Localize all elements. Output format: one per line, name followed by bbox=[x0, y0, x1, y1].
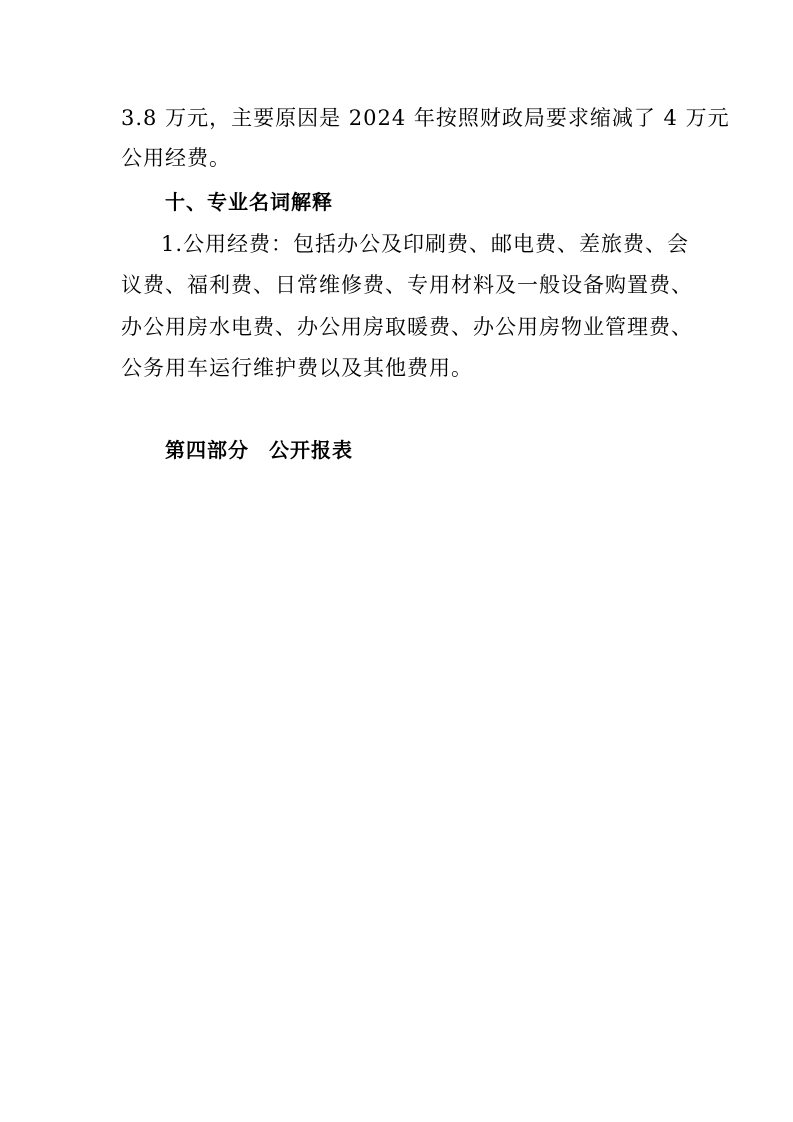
definition-line: 办公用房水电费、办公用房取暖费、办公用房物业管理费、 bbox=[121, 315, 693, 339]
paragraph-line: 3.8 万元，主要原因是 2024 年按照财政局要求缩减了 4 万元 bbox=[121, 106, 730, 130]
part-title: 公开报表 bbox=[269, 438, 353, 462]
part-number: 第四部分 bbox=[165, 438, 249, 462]
definition-line: 公务用车运行维护费以及其他费用。 bbox=[121, 356, 473, 380]
definition-line: 1.公用经费：包括办公及印刷费、邮电费、差旅费、会 bbox=[161, 232, 690, 256]
part-heading bbox=[165, 438, 353, 462]
section-heading: 十、专业名词解释 bbox=[165, 190, 333, 214]
paragraph-line: 公用经费。 bbox=[121, 146, 231, 170]
definition-line: 议费、福利费、日常维修费、专用材料及一般设备购置费、 bbox=[121, 273, 693, 297]
